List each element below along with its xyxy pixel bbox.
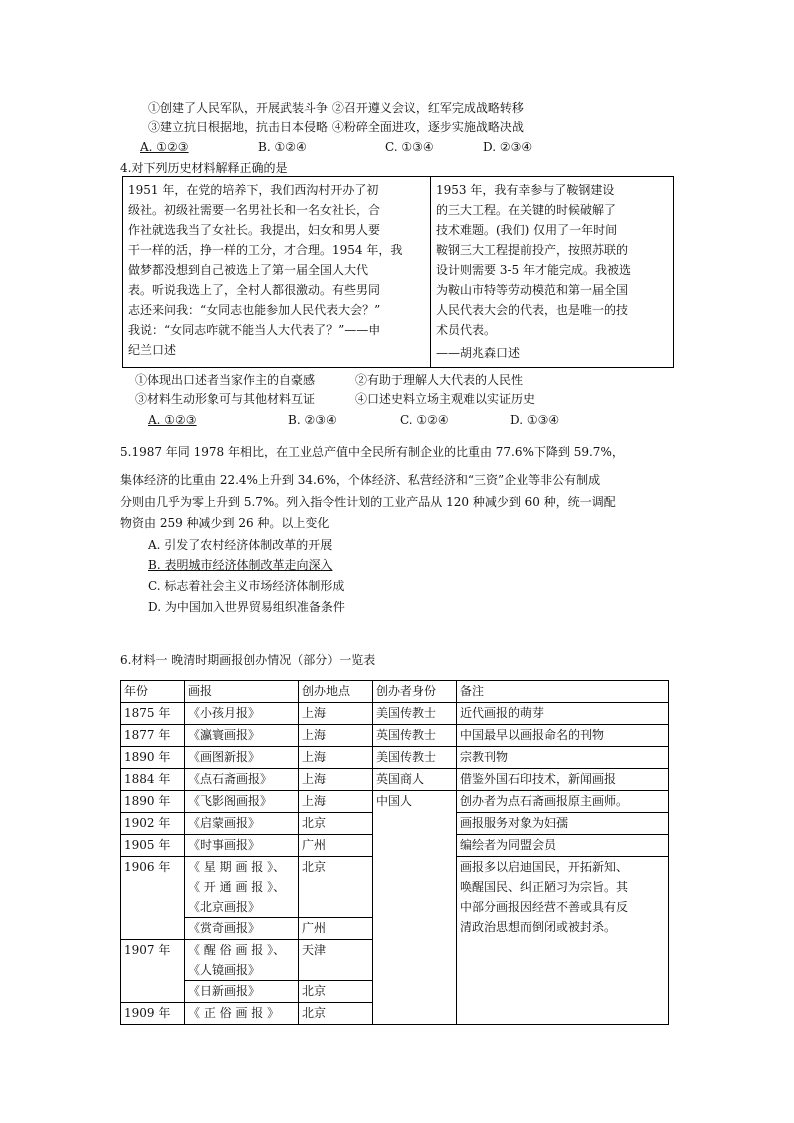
q4-right-line: 技术难题。(我们) 仅用了一年时间	[436, 223, 618, 237]
header-paper: 画报	[185, 681, 299, 703]
q5-stem-line1: 5.1987 年同 1978 年相比，在工业总产值中全民所有制企业的比重由 77.6%下降到 59.7%，	[120, 445, 624, 459]
q3-option-b[interactable]: B. ①②④	[258, 140, 307, 154]
cell-place: 北京	[299, 813, 373, 835]
header-founder: 创办者身份	[373, 681, 457, 703]
cell-paper: 《启蒙画报》	[185, 813, 299, 835]
cell-note: 画报服务对象为妇孺	[457, 813, 669, 835]
cell-place: 北京	[299, 857, 373, 918]
q4-statement-4: ④口述史料立场主观难以实证历史	[355, 392, 536, 406]
table-header-row	[121, 681, 669, 703]
q5-stem-line4: 物资由 259 种减少到 26 种。以上变化	[120, 516, 330, 530]
cell-note	[457, 857, 669, 1025]
q6-title: 6.材料一 晚清时期画报创办情况（部分）一览表	[120, 653, 376, 667]
cell-founder: 英国传教士	[373, 725, 457, 747]
paper-line: 《北京画报》	[188, 900, 261, 914]
q4-option-d[interactable]: D. ①③④	[510, 413, 560, 427]
q4-left-line: 纪兰口述	[128, 343, 177, 357]
q3-option-d[interactable]: D. ②③④	[483, 140, 533, 154]
cell-place: 上海	[299, 769, 373, 791]
paper-line: 《 醒 俗 画 报 》、	[188, 943, 286, 957]
note-line: 中部分画报因经营不善或具有反	[460, 900, 629, 914]
cell-year: 1909 年	[121, 1003, 185, 1025]
cell-paper: 《画图新报》	[185, 747, 299, 769]
cell-year: 1884 年	[121, 769, 185, 791]
q5-stem-line3: 分则由几乎为零上升到 5.7%。列入指令性计划的工业产品从 120 种减少到 60 种，统一调配	[120, 495, 616, 509]
cell-year: 1890 年	[121, 791, 185, 813]
cell-place: 北京	[299, 981, 373, 1003]
q4-option-b[interactable]: B. ②③④	[288, 413, 337, 427]
cell-place: 天津	[299, 940, 373, 981]
cell-note: 近代画报的萌芽	[457, 703, 669, 725]
cell-place: 北京	[299, 1003, 373, 1025]
cell-place: 上海	[299, 725, 373, 747]
q5-option-c[interactable]: C. 标志着社会主义市场经济体制形成	[148, 579, 345, 593]
q4-left-line: 干一样的活，挣一样的工分，才合理。1954 年，我	[128, 243, 403, 257]
cell-paper	[185, 857, 299, 918]
pictorial-newspapers-table	[120, 680, 669, 1025]
cell-note: 编绘者为同盟会员	[457, 835, 669, 857]
q4-right-line: 人民代表大会的代表，也是唯一的技	[436, 303, 629, 317]
q5-option-d[interactable]: D. 为中国加入世界贸易组织准备条件	[148, 600, 345, 614]
cell-note: 创办者为点石斋画报原主画师。	[457, 791, 669, 813]
q4-right-line: 1953 年，我有幸参与了鞍钢建设	[436, 183, 615, 197]
cell-note: 宗教刊物	[457, 747, 669, 769]
cell-place: 广州	[299, 918, 373, 940]
q4-left-line: 作社就选我当了女社长。我提出，妇女和男人要	[128, 223, 381, 237]
cell-year: 1875 年	[121, 703, 185, 725]
cell-paper: 《小孩月报》	[185, 703, 299, 725]
q4-materials-divider	[430, 176, 431, 368]
cell-year: 1902 年	[121, 813, 185, 835]
cell-year: 1907 年	[121, 940, 185, 1003]
q4-option-a[interactable]: A. ①②③	[148, 413, 197, 427]
note-line: 画报多以启迪国民，开拓新知、	[460, 860, 629, 874]
cell-place: 广州	[299, 835, 373, 857]
cell-paper: 《点石斋画报》	[185, 769, 299, 791]
table-row	[121, 747, 669, 769]
q4-right-line: ——胡兆森口述	[436, 346, 521, 360]
q4-right-line: 术员代表。	[436, 323, 497, 337]
q4-right-line: 为鞍山市特等劳动模范和第一届全国	[436, 283, 629, 297]
header-year: 年份	[121, 681, 185, 703]
cell-note: 中国最早以画报命名的刊物	[457, 725, 669, 747]
q4-left-line: 1951 年，在党的培养下，我们西沟村开办了初	[128, 183, 379, 197]
q5-option-b[interactable]: B. 表明城市经济体制改革走向深入	[148, 558, 333, 572]
note-line: 唤醒国民、纠正陋习为宗旨。其	[460, 880, 629, 894]
header-place: 创办地点	[299, 681, 373, 703]
q3-option-c[interactable]: C. ①③④	[385, 140, 434, 154]
cell-year: 1905 年	[121, 835, 185, 857]
q4-left-line: 我说：“女同志咋就不能当人大代表了？”——申	[128, 323, 381, 337]
table-row	[121, 703, 669, 725]
q4-statement-3: ③材料生动形象可与其他材料互证	[135, 392, 316, 406]
table-row	[121, 769, 669, 791]
cell-founder: 美国传教士	[373, 747, 457, 769]
cell-place: 上海	[299, 791, 373, 813]
q3-option-a[interactable]: A. ①②③	[140, 140, 189, 154]
cell-paper	[185, 940, 299, 981]
q4-left-line: 志还来问我：“女同志也能参加人民代表大会？”	[128, 303, 381, 317]
table-row	[121, 725, 669, 747]
q4-left-line: 表。听说我选上了，全村人都很激动。有些男同	[128, 283, 381, 297]
cell-founder: 美国传教士	[373, 703, 457, 725]
q4-option-c[interactable]: C. ①②④	[400, 413, 449, 427]
table-row	[121, 791, 669, 813]
paper-line: 《 星 期 画 报 》、	[188, 860, 286, 874]
q4-left-line: 级社。初级社需要一名男社长和一名女社长，合	[128, 203, 381, 217]
cell-year: 1906 年	[121, 857, 185, 940]
q4-right-line: 鞍钢三大工程提前投产，按照苏联的	[436, 243, 629, 257]
cell-paper: 《瀛寰画报》	[185, 725, 299, 747]
cell-year: 1890 年	[121, 747, 185, 769]
q5-stem-line2: 集体经济的比重由 22.4%上升到 34.6%，个体经济、私营经济和“三资”企业等非公有制成	[120, 473, 601, 487]
q4-stem: 4.对下列历史材料解释正确的是	[120, 161, 288, 175]
cell-paper: 《 正 俗 画 报 》	[185, 1003, 299, 1025]
cell-year: 1877 年	[121, 725, 185, 747]
q3-statements-line2: ③建立抗日根据地，抗击日本侵略 ④粉碎全面进攻，逐步实施战略决战	[148, 120, 524, 134]
cell-founder: 英国商人	[373, 769, 457, 791]
q4-statement-1: ①体现出口述者当家作主的自豪感	[135, 373, 316, 387]
q4-left-line: 做梦都没想到自己被选上了第一届全国人大代	[128, 263, 369, 277]
cell-paper: 《赏奇画报》	[185, 918, 299, 940]
header-note: 备注	[457, 681, 669, 703]
q4-right-line: 的三大工程。在关键的时候破解了	[436, 203, 617, 217]
q5-option-a[interactable]: A. 引发了农村经济体制改革的开展	[148, 538, 333, 552]
cell-paper: 《飞影阁画报》	[185, 791, 299, 813]
paper-line: 《 开 通 画 报 》、	[188, 880, 286, 894]
cell-founder: 中国人	[373, 791, 457, 1025]
cell-place: 上海	[299, 747, 373, 769]
q4-right-line: 设计则需要 3-5 年才能完成。我被选	[436, 263, 631, 277]
paper-line: 《人镜画报》	[188, 963, 261, 977]
q4-statement-2: ②有助于理解人大代表的人民性	[355, 373, 524, 387]
cell-place: 上海	[299, 703, 373, 725]
cell-paper: 《时事画报》	[185, 835, 299, 857]
q3-statements-line1: ①创建了人民军队，开展武装斗争 ②召开遵义会议，红军完成战略转移	[148, 101, 524, 115]
cell-paper: 《日新画报》	[185, 981, 299, 1003]
cell-note: 借鉴外国石印技术，新闻画报	[457, 769, 669, 791]
note-line: 清政治思想而倒闭或被封杀。	[460, 920, 617, 934]
